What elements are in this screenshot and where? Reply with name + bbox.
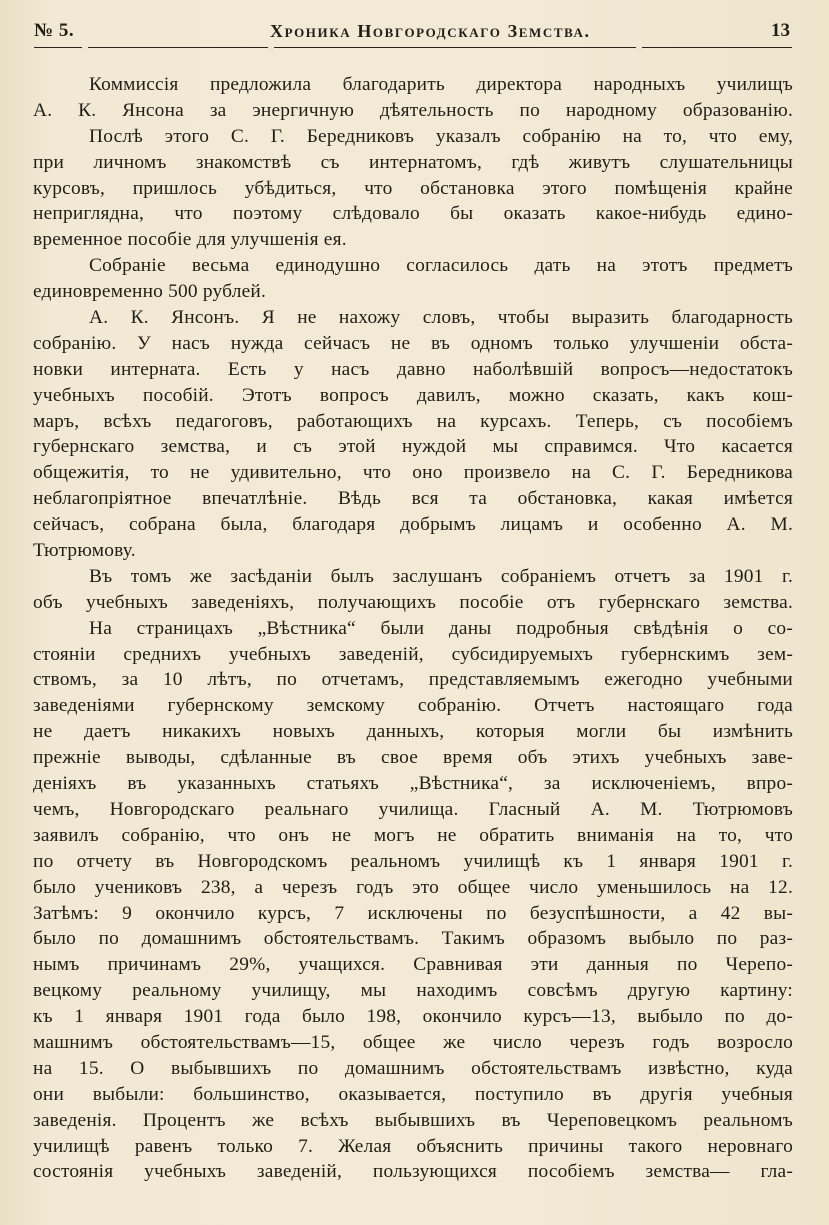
- journal-title: Хроника Новгородскаго Земства.: [270, 21, 591, 41]
- text-line: маръ, всѣхъ педагоговъ, работающихъ на курсахъ. Теперь, съ пособіемъ: [33, 410, 793, 432]
- text-line: Тютрюмову.: [33, 540, 136, 562]
- text-line: курсовъ, пришлось убѣдиться, что обстановка этого помѣщенія крайне: [33, 177, 793, 199]
- text-line: А. К. Янсона за энергичную дѣятельность по народному образованію.: [33, 99, 793, 121]
- header-rule-gap: [268, 47, 274, 53]
- text-line: Собраніе весьма единодушно согласилось дать на этотъ предметъ: [89, 255, 793, 277]
- header-rule-gap: [82, 47, 88, 53]
- text-line: состоянія учебныхъ заведеній, пользующихся пособіемъ земства— гла-: [33, 1161, 793, 1183]
- text-line: Въ томъ же засѣданіи былъ заслушанъ собраніемъ отчетъ за 1901 г.: [89, 565, 793, 587]
- text-line: было по домашнимъ обстоятельствамъ. Такимъ образомъ выбыло по раз-: [33, 928, 793, 950]
- text-line: Послѣ этого С. Г. Бередниковъ указалъ собранію на то, что ему,: [89, 125, 793, 147]
- text-line: было учениковъ 238, а черезъ годъ это общее число уменьшилось на 12.: [33, 876, 793, 898]
- text-line: машнимъ обстоятельствамъ—15, общее же число черезъ годъ возросло: [33, 1031, 793, 1053]
- text-line: заведеніями губернскому земскому собранію. Отчетъ настоящаго года: [33, 695, 793, 717]
- text-line: не даетъ никакихъ новыхъ данныхъ, которыя могли бы измѣнить: [33, 721, 793, 743]
- running-header: [34, 18, 792, 46]
- text-line: по отчету въ Новгородскомъ реальномъ училищѣ къ 1 января 1901 г.: [33, 850, 793, 872]
- text-line: губернскаго земства, и съ этой нуждой мы справимся. Что касается: [33, 436, 793, 458]
- text-line: На страницахъ „Вѣстника“ были даны подробныя свѣдѣнія о со-: [89, 617, 793, 639]
- issue-number: № 5.: [34, 20, 75, 41]
- text-line: при личномъ знакомствѣ съ интернатомъ, гдѣ живутъ слушательницы: [33, 151, 793, 173]
- body-text: [33, 72, 793, 1185]
- header-rule-gap: [636, 47, 642, 53]
- text-line: они выбыли: большинство, оказывается, поступило въ другія учебныя: [33, 1083, 793, 1105]
- text-line: Затѣмъ: 9 окончило курсъ, 7 исключены по безуспѣшности, а 42 вы-: [33, 902, 793, 924]
- text-line: на 15. О выбывшихъ по домашнимъ обстоятельствамъ извѣстно, куда: [33, 1057, 793, 1079]
- text-line: собранію. У насъ нужда сейчасъ не въ одномъ только улучшеніи обста-: [33, 332, 793, 354]
- text-line: ствомъ, за 10 лѣтъ, по отчетамъ, представляемымъ ежегодно учебными: [33, 669, 793, 691]
- text-line: Коммиссія предложила благодарить директора народныхъ училищъ: [89, 74, 793, 95]
- text-line: временное пособіе для улучшенія ея.: [33, 229, 347, 251]
- text-line: вецкому реальному училищу, мы находимъ совсѣмъ другую картину:: [33, 980, 793, 1002]
- text-line: неприглядна, что поэтому слѣдовало бы оказать какое-нибудь едино-: [33, 203, 793, 225]
- text-line: нымъ причинамъ 29%, учащихся. Сравнивая эти данныя по Черепо-: [33, 954, 793, 976]
- text-line: чемъ, Новгородскаго реальнаго училища. Гласный А. М. Тютрюмовъ: [33, 798, 793, 820]
- text-line: объ учебныхъ заведеніяхъ, получающихъ пособіе отъ губернскаго земства.: [33, 591, 793, 613]
- text-line: къ 1 января 1901 года было 198, окончило курсъ—13, выбыло по до-: [33, 1006, 793, 1028]
- text-line: заведенія. Процентъ же всѣхъ выбывшихъ въ Череповецкомъ реальномъ: [33, 1109, 793, 1131]
- page-number: 13: [771, 20, 790, 41]
- text-line: неблагопріятное впечатлѣніе. Вѣдь вся та обстановка, какая имѣется: [33, 488, 793, 510]
- text-line: новки интерната. Есть у насъ давно наболѣвшій вопросъ—недостатокъ: [33, 358, 793, 380]
- text-line: А. К. Янсонъ. Я не нахожу словъ, чтобы выразить благодарность: [89, 307, 793, 329]
- text-line: сейчасъ, собрана была, благодаря добрымъ лицамъ и особенно А. М.: [33, 514, 793, 536]
- text-line: училищѣ равенъ только 7. Желая объяснить причины такого неровнаго: [33, 1135, 793, 1157]
- text-line: стояніи среднихъ учебныхъ заведеній, субсидируемыхъ губернскимъ зем-: [33, 643, 793, 665]
- text-line: единовременно 500 рублей.: [33, 281, 267, 303]
- text-line: прежніе выводы, сдѣланные въ свое время объ этихъ учебныхъ заве-: [33, 747, 793, 769]
- text-line: общежитія, то не удивительно, что оно произвело на С. Г. Бередникова: [33, 462, 793, 484]
- text-line: деніяхъ въ указанныхъ статьяхъ „Вѣстника“, за исключеніемъ, впро-: [33, 773, 793, 795]
- header-rule: [34, 47, 792, 48]
- text-line: учебныхъ пособій. Этотъ вопросъ давилъ, можно сказать, какъ кош-: [33, 384, 793, 406]
- text-line: заявилъ собранію, что онъ не могъ не обратить вниманія на то, что: [33, 824, 793, 846]
